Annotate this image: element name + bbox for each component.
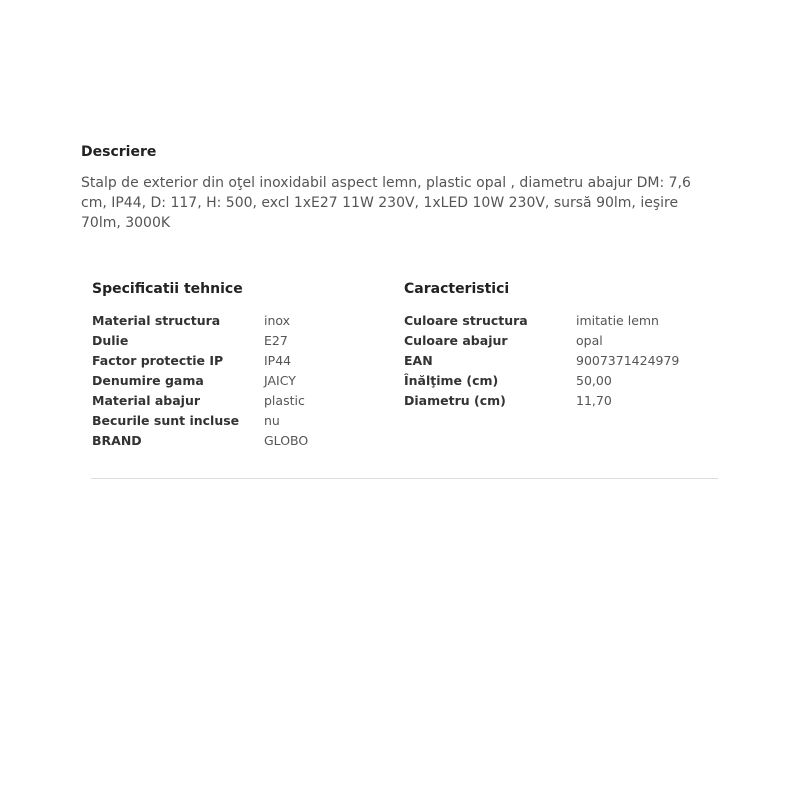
characteristic-value: 9007371424979 xyxy=(576,353,680,368)
description-heading: Descriere xyxy=(81,144,157,160)
spec-label: Dulie xyxy=(92,333,129,348)
spec-value: JAICY xyxy=(264,373,296,388)
technical-specs-title: Specificatii tehnice xyxy=(92,281,243,297)
characteristic-label: Culoare structura xyxy=(404,313,528,328)
spec-row xyxy=(92,431,308,451)
characteristic-value: 11,70 xyxy=(576,393,612,408)
spec-label: BRAND xyxy=(92,433,142,448)
spec-value: nu xyxy=(264,413,280,428)
characteristic-label: EAN xyxy=(404,353,433,368)
characteristic-row xyxy=(404,331,679,351)
characteristic-value: imitatie lemn xyxy=(576,313,659,328)
description-text: Stalp de exterior din oţel inoxidabil aspect lemn, plastic opal , diametru abajur DM: 7,6 cm, IP44, D: 117, H: 500, excl 1xE27 11W 230V, 1xLED 10W 230V, sursă 90lm, ieşire 70lm, 3000K xyxy=(81,175,691,231)
spec-row xyxy=(92,371,308,391)
characteristic-label: Înălţime (cm) xyxy=(404,373,499,388)
spec-row xyxy=(92,351,308,371)
spec-row xyxy=(92,411,308,431)
section-divider xyxy=(91,478,718,479)
spec-row xyxy=(92,391,308,411)
spec-value: E27 xyxy=(264,333,288,348)
technical-specs-section xyxy=(92,279,308,451)
spec-row xyxy=(92,331,308,351)
spec-label: Material structura xyxy=(92,313,221,328)
spec-value: GLOBO xyxy=(264,433,309,448)
characteristic-row xyxy=(404,351,679,371)
characteristic-row xyxy=(404,371,679,391)
spec-label: Factor protectie IP xyxy=(92,353,224,368)
characteristic-label: Culoare abajur xyxy=(404,333,508,348)
spec-value: IP44 xyxy=(264,353,292,368)
spec-label: Denumire gama xyxy=(92,373,204,388)
spec-row xyxy=(92,311,308,331)
characteristic-row xyxy=(404,311,679,331)
spec-label: Material abajur xyxy=(92,393,201,408)
characteristics-section xyxy=(404,279,679,411)
characteristic-value: 50,00 xyxy=(576,373,612,388)
spec-value: inox xyxy=(264,313,291,328)
spec-value: plastic xyxy=(264,393,305,408)
characteristic-value: opal xyxy=(576,333,603,348)
characteristic-label: Diametru (cm) xyxy=(404,393,506,408)
spec-label: Becurile sunt incluse xyxy=(92,413,240,428)
characteristic-row xyxy=(404,391,679,411)
characteristics-title: Caracteristici xyxy=(404,281,510,297)
